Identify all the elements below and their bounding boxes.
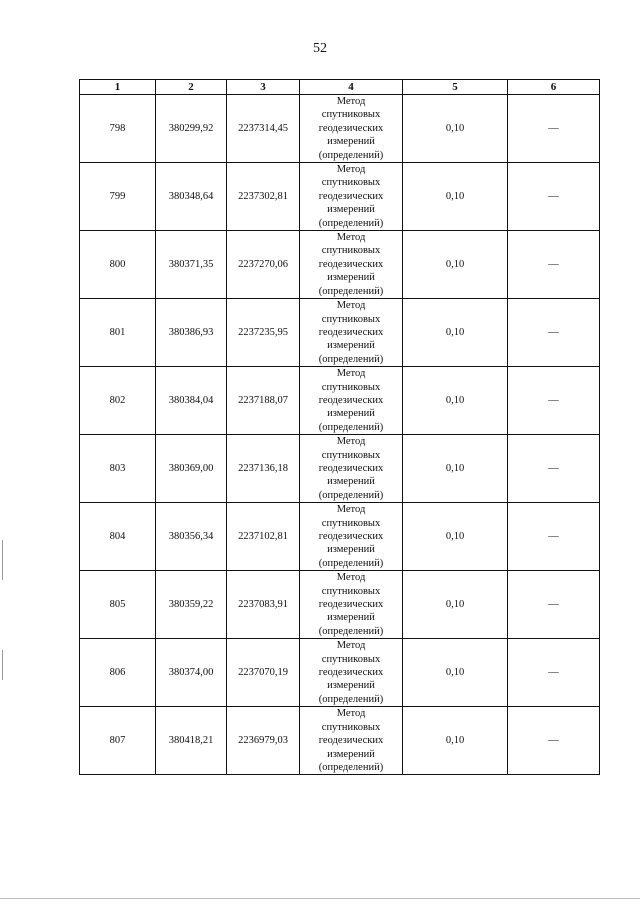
x-coordinate-cell: 380386,93 <box>156 299 227 367</box>
method-cell <box>300 639 403 707</box>
method-line: геодезических <box>318 394 384 406</box>
y-coordinate-cell: 2237188,07 <box>227 367 300 435</box>
method-cell <box>300 707 403 775</box>
accuracy-cell: 0,10 <box>403 639 508 707</box>
method-line: Метод <box>336 504 366 516</box>
x-coordinate-cell: 380369,00 <box>156 435 227 503</box>
point-number-cell: 806 <box>80 639 156 707</box>
method-line: (определений) <box>318 353 384 365</box>
column-header-4: 4 <box>300 80 403 95</box>
method-line: Метод <box>336 368 366 380</box>
column-header-1: 1 <box>80 80 156 95</box>
method-line: (определений) <box>318 217 384 229</box>
method-line: спутниковых <box>321 585 381 597</box>
method-cell <box>300 367 403 435</box>
table-row <box>80 231 600 299</box>
y-coordinate-cell: 2237083,91 <box>227 571 300 639</box>
method-line: спутниковых <box>321 449 381 461</box>
method-line: спутниковых <box>321 517 381 529</box>
method-line: (определений) <box>318 761 384 773</box>
method-line: геодезических <box>318 462 384 474</box>
method-line: Метод <box>336 164 366 176</box>
page-edge <box>0 898 640 899</box>
note-cell: — <box>508 95 600 163</box>
method-line: геодезических <box>318 599 384 611</box>
method-line: спутниковых <box>321 381 381 393</box>
note-cell: — <box>508 707 600 775</box>
point-number-cell: 801 <box>80 299 156 367</box>
accuracy-cell: 0,10 <box>403 503 508 571</box>
column-header-6: 6 <box>508 80 600 95</box>
method-line: измерений <box>327 612 375 624</box>
method-cell <box>300 95 403 163</box>
note-cell: — <box>508 299 600 367</box>
method-line: (определений) <box>318 285 384 297</box>
method-line: измерений <box>327 340 375 352</box>
method-line: Метод <box>336 436 366 448</box>
accuracy-cell: 0,10 <box>403 95 508 163</box>
method-line: (определений) <box>318 693 384 705</box>
point-number-cell: 802 <box>80 367 156 435</box>
method-line: геодезических <box>318 531 384 542</box>
y-coordinate-cell: 2237070,19 <box>227 639 300 707</box>
x-coordinate-cell: 380418,21 <box>156 707 227 775</box>
method-cell <box>300 163 403 231</box>
method-line: спутниковых <box>321 109 381 121</box>
point-number-cell: 798 <box>80 95 156 163</box>
point-number-cell: 800 <box>80 231 156 299</box>
method-line: измерений <box>327 476 375 488</box>
table-body <box>80 95 600 775</box>
method-line: спутниковых <box>321 653 381 665</box>
method-cell <box>300 299 403 367</box>
method-line: измерений <box>327 204 375 216</box>
method-line: измерений <box>327 136 375 148</box>
y-coordinate-cell: 2236979,03 <box>227 707 300 775</box>
method-line: геодезических <box>318 667 384 679</box>
method-line: спутниковых <box>321 313 381 325</box>
method-line: Метод <box>336 572 366 584</box>
method-line: геодезических <box>318 258 384 270</box>
method-line: Метод <box>336 708 366 720</box>
scan-artifact <box>2 540 3 580</box>
x-coordinate-cell: 380371,35 <box>156 231 227 299</box>
column-header-5: 5 <box>403 80 508 95</box>
accuracy-cell: 0,10 <box>403 367 508 435</box>
method-line: измерений <box>327 408 375 420</box>
note-cell: — <box>508 163 600 231</box>
method-cell <box>300 231 403 299</box>
y-coordinate-cell: 2237270,06 <box>227 231 300 299</box>
accuracy-cell: 0,10 <box>403 571 508 639</box>
table-row <box>80 435 600 503</box>
method-line: спутниковых <box>321 177 381 189</box>
table-header-row <box>80 80 600 95</box>
table-row <box>80 503 600 571</box>
method-line: (определений) <box>318 557 384 569</box>
method-line: геодезических <box>318 190 384 202</box>
table-row <box>80 639 600 707</box>
method-line: Метод <box>336 232 366 244</box>
scan-artifact <box>2 650 3 680</box>
method-line: (определений) <box>318 489 384 501</box>
note-cell: — <box>508 367 600 435</box>
method-line: измерений <box>327 680 375 692</box>
point-number-cell: 804 <box>80 503 156 571</box>
point-number-cell: 807 <box>80 707 156 775</box>
table-row <box>80 163 600 231</box>
x-coordinate-cell: 380348,64 <box>156 163 227 231</box>
point-number-cell: 799 <box>80 163 156 231</box>
y-coordinate-cell: 2237235,95 <box>227 299 300 367</box>
method-line: геодезических <box>318 122 384 134</box>
method-line: измерений <box>327 544 375 556</box>
method-line: геодезических <box>318 735 384 747</box>
y-coordinate-cell: 2237102,81 <box>227 503 300 571</box>
column-header-2: 2 <box>156 80 227 95</box>
accuracy-cell: 0,10 <box>403 435 508 503</box>
table-row <box>80 95 600 163</box>
method-line: спутниковых <box>321 245 381 257</box>
point-number-cell: 803 <box>80 435 156 503</box>
accuracy-cell: 0,10 <box>403 231 508 299</box>
x-coordinate-cell: 380374,00 <box>156 639 227 707</box>
method-line: (определений) <box>318 421 384 433</box>
accuracy-cell: 0,10 <box>403 707 508 775</box>
column-header-3: 3 <box>227 80 300 95</box>
table-row <box>80 571 600 639</box>
method-line: Метод <box>336 640 366 652</box>
x-coordinate-cell: 380356,34 <box>156 503 227 571</box>
table-row <box>80 299 600 367</box>
note-cell: — <box>508 639 600 707</box>
table-row <box>80 707 600 775</box>
method-line: Метод <box>336 96 366 107</box>
y-coordinate-cell: 2237136,18 <box>227 435 300 503</box>
method-line: (определений) <box>318 149 384 161</box>
method-cell <box>300 503 403 571</box>
method-cell <box>300 571 403 639</box>
y-coordinate-cell: 2237302,81 <box>227 163 300 231</box>
method-line: (определений) <box>318 625 384 637</box>
accuracy-cell: 0,10 <box>403 299 508 367</box>
y-coordinate-cell: 2237314,45 <box>227 95 300 163</box>
page-number: 52 <box>313 41 327 56</box>
table-row <box>80 367 600 435</box>
x-coordinate-cell: 380384,04 <box>156 367 227 435</box>
note-cell: — <box>508 571 600 639</box>
note-cell: — <box>508 503 600 571</box>
method-line: измерений <box>327 748 375 760</box>
accuracy-cell: 0,10 <box>403 163 508 231</box>
x-coordinate-cell: 380299,92 <box>156 95 227 163</box>
x-coordinate-cell: 380359,22 <box>156 571 227 639</box>
method-line: Метод <box>336 300 366 312</box>
note-cell: — <box>508 231 600 299</box>
note-cell: — <box>508 435 600 503</box>
coordinates-table <box>79 79 600 775</box>
method-cell <box>300 435 403 503</box>
method-line: геодезических <box>318 326 384 338</box>
method-line: спутниковых <box>321 721 381 733</box>
method-line: измерений <box>327 272 375 284</box>
point-number-cell: 805 <box>80 571 156 639</box>
